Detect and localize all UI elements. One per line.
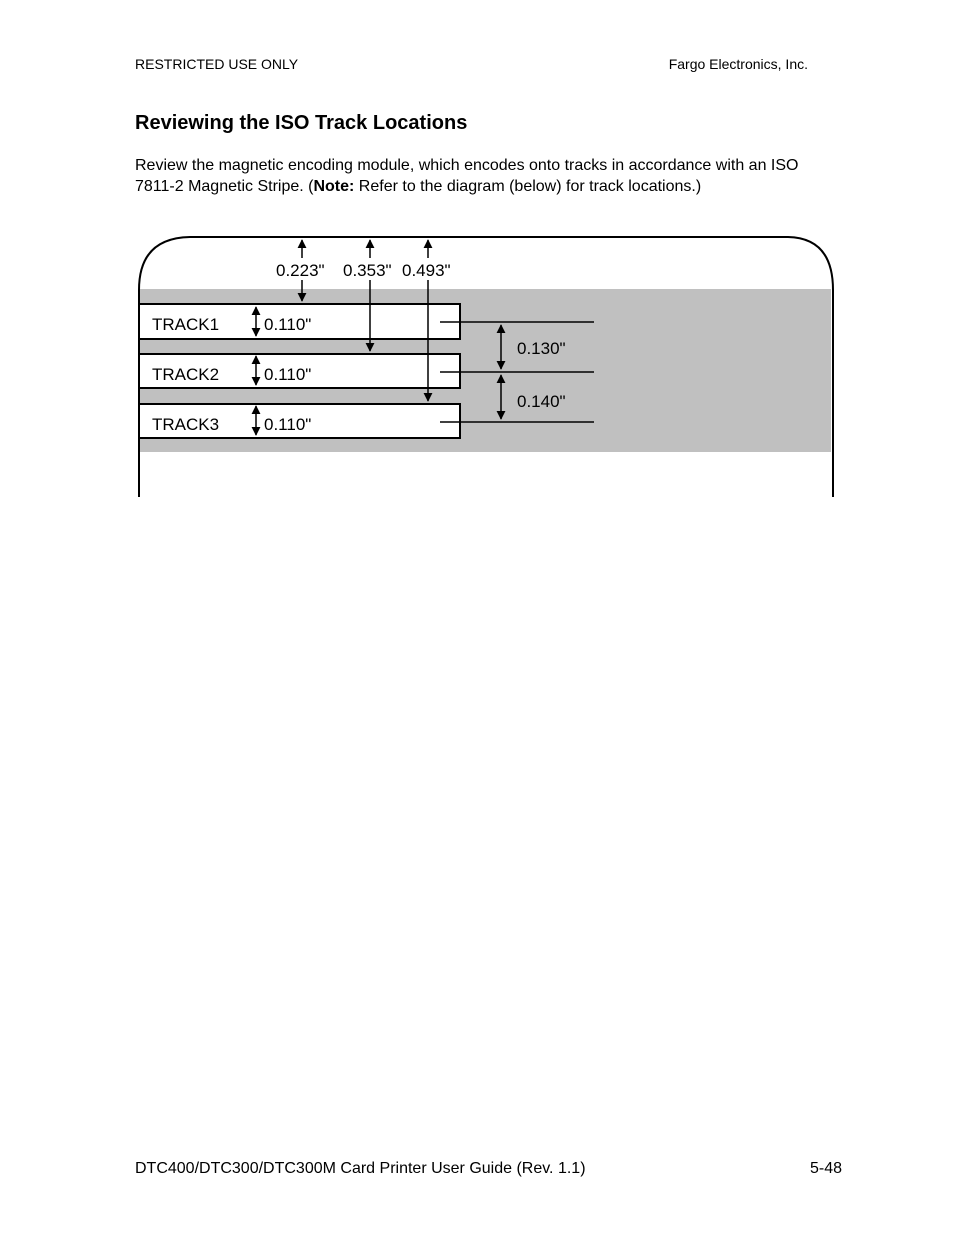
header-left: RESTRICTED USE ONLY <box>135 56 299 72</box>
para-pre: Review the magnetic encoding module, which encodes onto tracks in accordance with an ISO 7811-2 Magnetic Stripe. ( <box>135 157 799 195</box>
track2-label: TRACK2 <box>152 365 220 384</box>
offset2-label: 0.353" <box>343 261 392 280</box>
header-right: Fargo Electronics, Inc. <box>668 56 808 72</box>
para-post: Refer to the diagram (below) for track locations.) <box>354 178 702 195</box>
offset1-label: 0.223" <box>276 261 325 280</box>
section-title: Reviewing the ISO Track Locations <box>135 112 468 134</box>
offset3-label: 0.493" <box>402 261 451 280</box>
footer-left: DTC400/DTC300/DTC300M Card Printer User Guide (Rev. 1.1) <box>135 1160 586 1177</box>
track3-label: TRACK3 <box>152 415 220 434</box>
spacing1-label: 0.130" <box>517 339 566 358</box>
page-number: 5-48 <box>809 1160 842 1177</box>
iso-track-diagram <box>0 0 954 520</box>
note-label: Note: <box>313 178 355 195</box>
spacing2-label: 0.140" <box>517 392 566 411</box>
track1-height: 0.110" <box>264 315 312 334</box>
track1-label: TRACK1 <box>152 315 220 334</box>
track3-height: 0.110" <box>264 415 312 434</box>
track2-height: 0.110" <box>264 365 312 384</box>
